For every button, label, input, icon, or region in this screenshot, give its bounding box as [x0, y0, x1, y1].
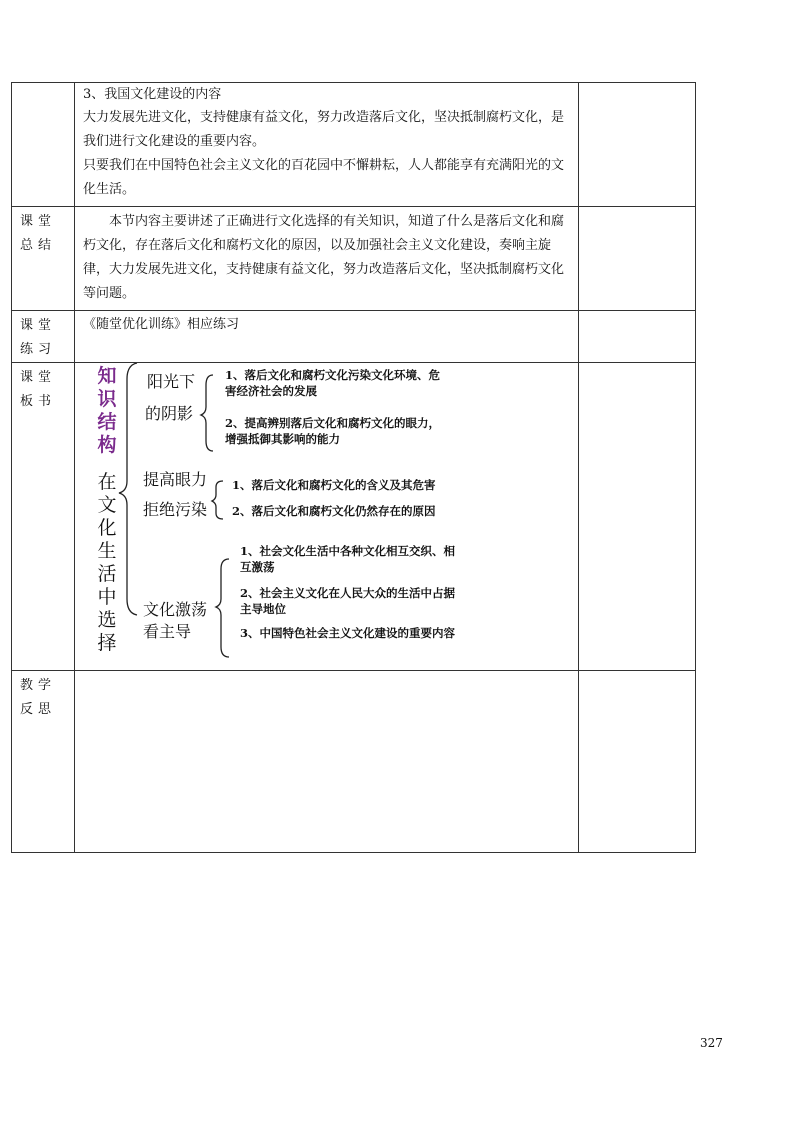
summary-label: 课堂总结: [12, 207, 75, 311]
content-label-cell: [12, 83, 75, 207]
practice-text: 《随堂优化训练》相应练习: [83, 317, 240, 332]
lesson-title: 在 文 化 生 活 中 选 择: [97, 471, 117, 654]
section-2-point-2: 2、落后文化和腐朽文化仍然存在的原因: [232, 504, 436, 518]
practice-row: [12, 311, 696, 363]
notes-cell: [579, 207, 696, 311]
board-diagram: [75, 363, 579, 670]
summary-row: [12, 207, 696, 311]
section-3-point-2: 2、社会主义文化在人民大众的生活中占据主导地位: [240, 586, 455, 616]
content-heading: 3、我国文化建设的内容: [83, 87, 222, 102]
summary-cell: [75, 207, 579, 311]
notes-cell: [579, 83, 696, 207]
board-label: 课堂板书: [12, 363, 75, 671]
notes-cell: [579, 671, 696, 853]
reflection-row: [12, 671, 696, 853]
section-1-point-2: 2、提高辨别落后文化和腐朽文化的眼力，增强抵御其影响的能力: [225, 416, 440, 446]
content-row: [12, 83, 696, 207]
content-paragraph-2: 只要我们在中国特色社会主义文化的百花园中不懈耕耘，人人都能享有充满阳光的文化生活。: [83, 158, 565, 197]
section-1-title-line-1: 阳光下: [147, 372, 196, 391]
notes-cell: [579, 311, 696, 363]
content-paragraph-1: 大力发展先进文化，支持健康有益文化，努力改造落后文化，坚决抵制腐朽文化，是我们进行文化建设的重要内容。: [83, 110, 565, 149]
practice-cell: [75, 311, 579, 363]
notes-cell: [579, 363, 696, 671]
section-3-title-line-1: 文化激荡: [143, 600, 208, 619]
content-cell: [75, 83, 579, 207]
reflection-cell: [75, 671, 579, 853]
page-number: 327: [700, 1036, 723, 1050]
section-3-point-3: 3、中国特色社会主义文化建设的重要内容: [240, 626, 455, 640]
lesson-plan-table: [11, 82, 696, 853]
section-2-title-line-1: 提高眼力: [143, 470, 208, 489]
section-2-title-line-2: 拒绝污染: [143, 500, 208, 519]
section-1-point-1: 1、落后文化和腐朽文化污染文化环境、危害经济社会的发展: [225, 368, 440, 398]
reflection-label: 教学反思: [12, 671, 75, 853]
knowledge-structure-title: 知 识 结 构: [97, 365, 117, 456]
section-1-title-line-2: 的阴影: [145, 404, 194, 423]
board-row: [12, 363, 696, 671]
section-2-point-1: 1、落后文化和腐朽文化的含义及其危害: [232, 478, 436, 492]
section-3-point-1: 1、社会文化生活中各种文化相互交织、相互激荡: [240, 544, 455, 574]
summary-text: 本节内容主要讲述了正确进行文化选择的有关知识，知道了什么是落后文化和腐朽文化，存在落后文化和腐朽文化的原因，以及加强社会主义文化建设，奏响主旋律，大力发展先进文化，支持健康有益文化，努力改造落后文化，坚决抵制腐朽文化等问题。: [83, 214, 565, 301]
board-cell: [75, 363, 579, 671]
practice-label: 课堂练习: [12, 311, 75, 363]
section-3-title-line-2: 看主导: [143, 622, 192, 641]
